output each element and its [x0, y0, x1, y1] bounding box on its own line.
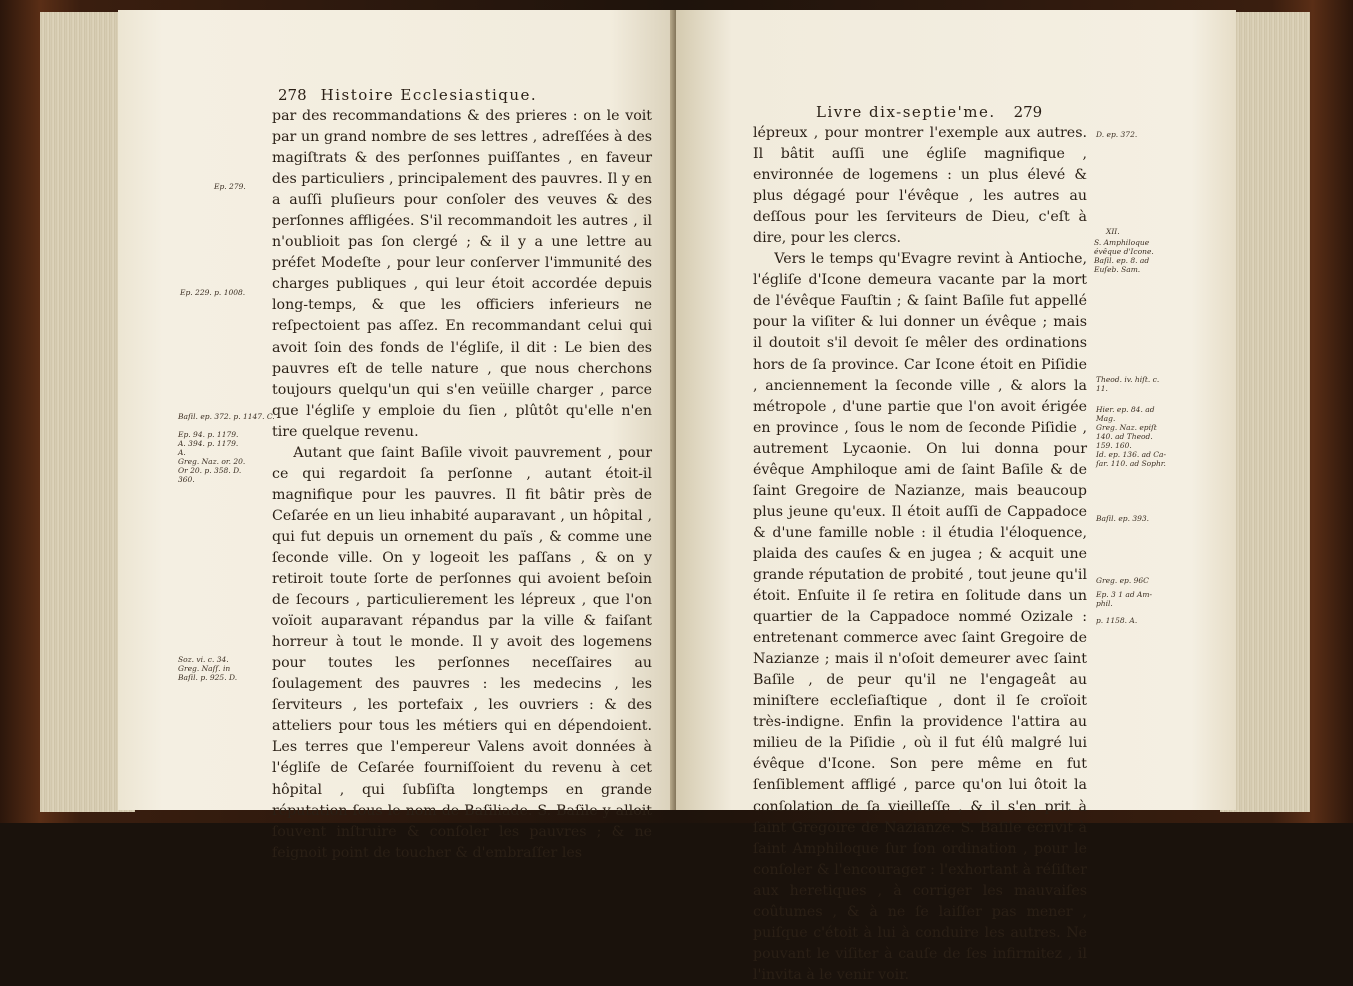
left-page-header: [278, 86, 537, 104]
left-running-head: Histoire Ecclesiastique.: [320, 86, 538, 104]
margin-note: Ep. 3 1 ad Am-: [1096, 590, 1153, 599]
margin-note: 140. ad Theod.: [1096, 432, 1153, 441]
right-running-head: Livre dix-septie'me.: [816, 103, 996, 121]
paragraph: par des recommandations & des prieres : on le voit par un grand nombre de ses lettres , adreſſées à des magiſtrats & des perſonnes puiſſantes , en faveur des particuliers , principalement des pauvres. Il y en a auſſi pluſieurs pour conſoler des veuves & des perſonnes affligées. S'il recommandoit les autres , il n'oublioit pas ſon clergé ; & il y a une lettre au préfet Modeſte , pour leur conſerver l'immunité des charges publiques , qui leur étoit accordée depuis long-temps, & que les officiers inferieurs ne reſpectoient pas aſſez. En recommandant celui qui avoit ſoin des fonds de l'égliſe, il dit : Le bien des pauvres eſt de telle nature , que nous cherchons toujours quelqu'un qui s'en veüille charger , parce que l'égliſe y emploie du ſien , plûtôt qu'elle n'en tire quelque revenu.: [272, 108, 652, 440]
margin-note: 360.: [178, 475, 195, 484]
margin-note: A.: [178, 448, 186, 457]
margin-note: 159. 160.: [1096, 441, 1132, 450]
margin-note: S. Amphiloque: [1094, 238, 1150, 247]
margin-note: D. ep. 372.: [1096, 130, 1138, 139]
right-page-text: [753, 123, 1087, 986]
left-page: [118, 10, 678, 861]
paragraph: Autant que ſaint Baſile vivoit pauvrement , pour ce qui regardoit ſa perſonne , autant étoit-il magnifique pour les pauvres. Il fit bâtir près de Ceſarée en un lieu inhabité auparavant , un hôpital , qui fut depuis un ornement du païs , & comme une ſeconde ville. On y logeoit les paſſans , & on y retiroit toute ſorte de perſonnes qui avoient beſoin de ſecours , particulierement les lépreux , que l'on voïoit auparavant répandus par la ville & faiſant horreur à tout le monde. Il y avoit des logemens pour toutes les perſonnes neceſſaires au ſoulagement des pauvres : les medecins , les ſerviteurs , les portefaix , les ouvriers : & des atteliers pour tous les métiers qui en dépendoient. Les terres que l'empereur Valens avoit données à l'égliſe de Ceſarée fourniſſoient du revenu à cet hôpital , qui ſubſiſta longtemps en grande réputation ſous le nom de Baſiliade. S. Baſile y alloit ſouvent inſtruire & conſoler les pauvres ; & ne feignoit point de toucher & d'embraſſer les: [272, 444, 652, 861]
margin-note: Mag.: [1096, 414, 1116, 423]
margin-note: ſar. 110. ad Sophr.: [1096, 459, 1166, 468]
margin-note: phil.: [1096, 599, 1113, 608]
margin-note: Euſeb. Sam.: [1094, 265, 1141, 274]
margin-note: Ep. 94. p. 1179.: [178, 430, 239, 439]
margin-note: A. 394. p. 1179.: [178, 439, 239, 448]
left-page-number: 278: [278, 86, 307, 104]
margin-note: Ep. 229. p. 1008.: [180, 288, 246, 297]
margin-note: 11.: [1096, 384, 1108, 393]
right-page: [676, 10, 1236, 983]
margin-note: Soz. vi. c. 34.: [178, 655, 229, 664]
margin-note: Greg. Naz. epiſt: [1096, 423, 1157, 432]
margin-note: Greg. ep. 96C: [1096, 576, 1149, 585]
margin-note: Baſil. ep. 393.: [1096, 514, 1150, 523]
margin-note: Baſil. ep. 8. ad: [1094, 256, 1150, 265]
margin-note: évêque d'Icone.: [1094, 247, 1154, 256]
right-page-number: 279: [1013, 103, 1043, 121]
margin-note: Ep. 279.: [214, 182, 246, 191]
margin-note: Or 20. p. 358. D.: [178, 466, 242, 475]
left-page-text: [272, 106, 652, 864]
paragraph: Vers le temps qu'Evagre revint à Antioche, l'égliſe d'Icone demeura vacante par la mort de l'évêque Fauſtin ; & ſaint Baſile fut appellé pour la viſiter & lui donner un évêque ; mais il doutoit s'il devoit ſe mêler des ordinations hors de ſa province. Car Icone étoit en Piſidie , anciennement la ſeconde ville , & alors la métropole , d'une partie que l'on avoit érigée en province , ſous le nom de ſeconde Piſidie , autrement Lycaonie. On lui donna pour évêque Amphiloque ami de ſaint Baſile & de ſaint Gregoire de Nazianze, mais beaucoup plus jeune qu'eux. Il étoit auſſi de Cappadoce & d'une famille noble : il étudia l'éloquence, plaida des cauſes & en jugea ; & acquit une grande réputation de probité , tout jeune qu'il étoit. Enſuite il ſe retira en ſolitude dans un quartier de la Cappadoce nommé Ozizale : entretenant commerce avec ſaint Gregoire de Nazianze ; mais il n'oſoit demeurer avec ſaint Baſile , de peur qu'il ne l'engageât au miniſtere eccleſiaſtique , dont il ſe croïoit très-indigne. Enfin la providence l'attira au milieu de la Piſidie , où il fut élû malgré lui évêque d'Icone. Son pere même en fut ſenſiblement affligé , parce qu'on lui ôtoit la conſolation de ſa vieilleſſe , & il s'en prit à ſaint Gregoire de Nazianze. S. Baſile écrivit à ſaint Amphiloque ſur ſon ordination , pour le conſoler & l'encourager : l'exhortant à réſiſter aux heretiques , à corriger les mauvaiſes coûtumes , & à ne ſe laiſſer pas mener , puiſque c'étoit à lui à conduire les autres. Ne pouvant le viſiter à cauſe de ſes infirmitez , il l'invita à le venir voir.: [753, 251, 1087, 983]
margin-note: Hier. ep. 84. ad: [1096, 405, 1155, 414]
margin-note: XII.: [1106, 227, 1120, 236]
margin-note: Baſil. p. 925. D.: [178, 673, 238, 682]
paragraph: lépreux , pour montrer l'exemple aux autres. Il bâtit auſſi une égliſe magnifique , environnée de logemens : un plus élevé & plus dégagé pour l'évêque , les autres au deſſous pour les ſerviteurs de Dieu, c'eſt à dire, pour les clercs.: [753, 125, 1087, 247]
margin-note: p. 1158. A.: [1096, 616, 1138, 625]
margin-note: Baſil. ep. 372. p. 1147. C.: [178, 412, 275, 421]
margin-note: Theod. iv. hiſt. c.: [1096, 375, 1160, 384]
margin-note: Greg. Naſſ. in: [178, 664, 231, 673]
margin-note: Id. ep. 136. ad Ca-: [1096, 450, 1167, 459]
margin-note: Greg. Naz. or. 20.: [178, 457, 246, 466]
right-page-header: [816, 103, 1042, 121]
